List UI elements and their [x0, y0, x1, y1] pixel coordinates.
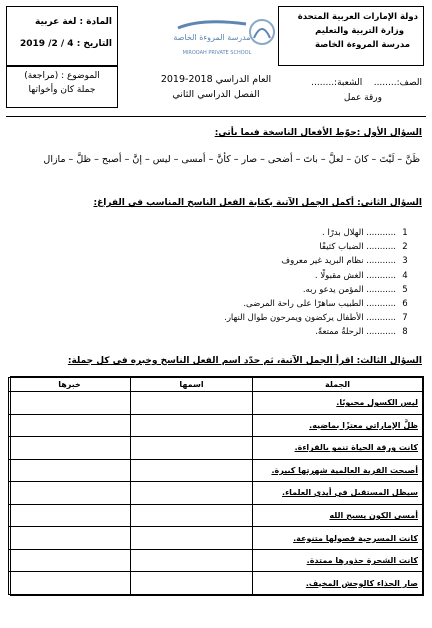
noun-answer-cell[interactable]	[131, 392, 253, 415]
list-item: 6 ........... الطبيب ساهرًا على راحة المرضى.	[110, 297, 410, 311]
table-row	[9, 459, 423, 482]
predicate-answer-cell[interactable]	[9, 437, 131, 460]
predicate-answer-cell[interactable]	[9, 459, 131, 482]
predicate-answer-cell[interactable]	[9, 572, 131, 595]
table-row	[9, 572, 423, 595]
list-item: 1 ........... الهلال بدرًا .	[110, 226, 410, 240]
country-name: دولة الإمارات العربية المتحدة	[297, 12, 418, 22]
analysis-table	[10, 376, 424, 596]
ministry-name: وزارة التربية والتعليم	[315, 26, 404, 36]
predicate-answer-cell[interactable]	[9, 527, 131, 550]
question-2-list	[110, 226, 410, 340]
header-divider	[6, 116, 426, 117]
noun-answer-cell[interactable]	[131, 527, 253, 550]
topic-label: الموضوع : (مراجعة)	[24, 71, 100, 81]
question-1-title: السؤال الأول :حوّط الأفعال الناسخة فيما يأتي:	[214, 128, 422, 138]
predicate-answer-cell[interactable]	[9, 549, 131, 572]
sentence-cell: سيظل المستقبل في أيدي العلماء.	[253, 482, 423, 505]
table-row	[9, 504, 423, 527]
noun-answer-cell[interactable]	[131, 437, 253, 460]
logo-subtext: MIROOAH PRIVATE SCHOOL	[182, 50, 252, 56]
sentence-cell: ليس الكسول محبوبًا.	[253, 392, 423, 415]
header-noun: اسمها	[131, 378, 253, 392]
term-line: الفصل الدراسي الثاني	[172, 89, 260, 100]
class-field[interactable]: الصف:........	[373, 78, 422, 88]
sentence-cell: ظلَّ الإماراتي معتزًا بماضيه.	[253, 414, 423, 437]
class-section	[282, 76, 422, 106]
sentence-cell: صار الحذاء كالوحش المخيف.	[253, 572, 423, 595]
noun-answer-cell[interactable]	[131, 504, 253, 527]
list-item: 5 ........... المؤمن يدعو ربه.	[110, 283, 410, 297]
noun-answer-cell[interactable]	[131, 414, 253, 437]
question-2-title: السؤال الثاني: أكمل الجمل الآتية بكتابة الفعل الناسخ المناسب في الفراغ:	[93, 198, 422, 208]
subject-date-box	[6, 6, 118, 66]
sentence-cell: أمسى الكون يسبح الله	[253, 504, 423, 527]
fill-blank-sentence[interactable]: ........... نظام البريد غير معروف	[281, 256, 396, 267]
table-row	[9, 392, 423, 415]
logo-text: مدرسة المروءة الخاصة	[173, 33, 251, 42]
sentence-cell: كانت ورقة الحياة تنمو بالقراءة.	[253, 437, 423, 460]
predicate-answer-cell[interactable]	[9, 504, 131, 527]
worksheet-label: ورقة عمل	[343, 93, 382, 103]
section-field[interactable]: الشعبة:........	[311, 78, 363, 88]
table-row	[9, 549, 423, 572]
question-3-title: السؤال الثالث: اقرأ الجمل الآتية، ثم حدّد اسم الفعل الناسخ وخبره في كل جملة:	[67, 356, 422, 366]
table-header-row	[9, 378, 423, 392]
sentence-cell: كانت الشجرة جذورها ممتدة.	[253, 549, 423, 572]
school-logo	[172, 10, 278, 62]
fill-blank-sentence[interactable]: ........... الغش مقبولًا .	[314, 270, 396, 281]
fill-blank-sentence[interactable]: ........... الرحلةُ ممتعةً.	[315, 327, 396, 338]
topic-box	[6, 66, 118, 108]
fill-blank-sentence[interactable]: ........... الأطفال يركضون ويمرحون طوال النهار.	[224, 313, 396, 324]
noun-answer-cell[interactable]	[131, 459, 253, 482]
list-item: 8 ........... الرحلةُ ممتعةً.	[110, 325, 410, 339]
school-info-box	[278, 6, 424, 66]
predicate-answer-cell[interactable]	[9, 414, 131, 437]
noun-answer-cell[interactable]	[131, 549, 253, 572]
list-item: 4 ........... الغش مقبولًا .	[110, 269, 410, 283]
list-item: 2 ........... الضباب كثيفًا	[110, 240, 410, 254]
noun-answer-cell[interactable]	[131, 572, 253, 595]
sentence-cell: كانت المسرحية فصولها متنوعة.	[253, 527, 423, 550]
predicate-answer-cell[interactable]	[9, 392, 131, 415]
fill-blank-sentence[interactable]: ........... الهلال بدرًا .	[322, 228, 396, 238]
table-row	[9, 414, 423, 437]
fill-blank-sentence[interactable]: ........... المؤمن يدعو ربه.	[302, 284, 396, 295]
year-line: العام الدراسي 2018-2019	[160, 74, 272, 85]
question-1-words: ظَنَّ – لَيْتَ – كانَ – لعلَّ – باتَ – أضحى – صار – كأنَّ – أمسى – ليس – إنَّ – أصبح – ظلَّ – مازال	[43, 154, 420, 165]
header-sentence: الجملة	[253, 378, 423, 392]
table-row	[9, 437, 423, 460]
list-item: 3 ........... نظام البريد غير معروف	[110, 254, 410, 268]
subject-label: المادة : لغة عربية	[35, 17, 112, 27]
academic-year	[146, 72, 286, 102]
fill-blank-sentence[interactable]: ........... الضباب كثيفًا	[319, 242, 396, 253]
school-name: مدرسة المروءة الخاصة	[314, 40, 410, 50]
table-row	[9, 527, 423, 550]
date-label: التاريخ : 4 / 2/ 2019	[19, 39, 112, 49]
noun-answer-cell[interactable]	[131, 482, 253, 505]
header-predicate: خبرها	[9, 378, 131, 392]
topic-title: جملة كان وأخواتها	[28, 85, 96, 95]
table-row	[9, 482, 423, 505]
list-item: 7 ........... الأطفال يركضون ويمرحون طوال النهار.	[110, 311, 410, 325]
predicate-answer-cell[interactable]	[9, 482, 131, 505]
sentence-cell: أصبحت القرية العالمية شهرتها كبيرة.	[253, 459, 423, 482]
fill-blank-sentence[interactable]: ........... الطبيب ساهرًا على راحة المرضى.	[243, 298, 396, 309]
